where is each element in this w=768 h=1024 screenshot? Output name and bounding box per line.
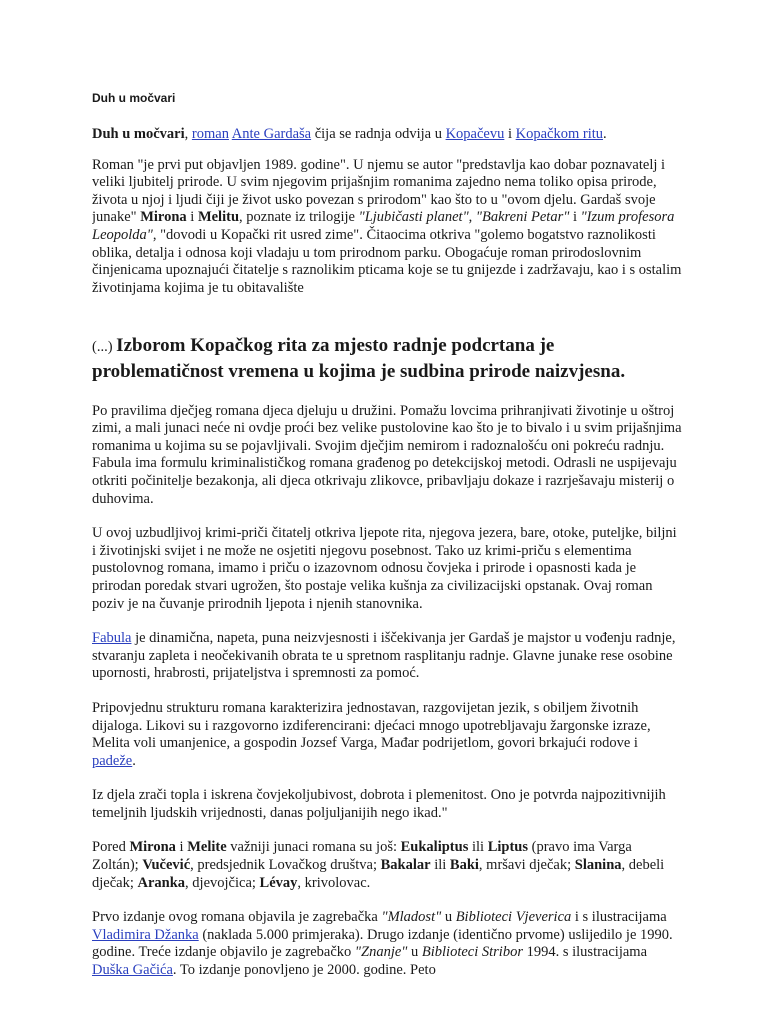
character-name: Aranka: [137, 874, 186, 891]
character-name: Vučević: [142, 857, 191, 874]
link-illustrator-gacic[interactable]: Duška Gačića: [92, 962, 173, 979]
link-padeze[interactable]: padeže: [92, 752, 133, 769]
character-name: Bakalar: [380, 857, 431, 874]
intro-paragraph: [92, 126, 682, 144]
text: u: [441, 909, 456, 926]
page-header-title: Duh u močvari: [92, 91, 176, 105]
text: i: [186, 209, 198, 226]
text: Pored: [92, 839, 130, 856]
text: u: [407, 944, 422, 961]
ellipsis-lead: (...): [92, 338, 117, 355]
series-name: Biblioteci Stribor: [421, 944, 523, 961]
character-name: Melite: [187, 839, 227, 856]
text: (pravo ima Varga Zoltán);: [92, 839, 632, 874]
text: i: [569, 209, 581, 226]
paragraph-plot: Po pravilima dječjeg romana djeca djeluju u družini. Pomažu lovcima prihranjivati životinje u oštroj zimi, a mali junaci neće ni ovdje proći bez velike pustolovine kao što je to bivalo i u svim prijašnjima romanima u kojima su se pojavljivali. Svojim dječjim nemirom i radoznalošću oni pokreću radnju. Fabula ima formulu kriminalističkog romana građenog po detekcijskoj metodi. Odrasli ne uspijevaju otkriti počinitelje bezakonja, ali djeca otkrivaju zlikovce, pribavljaju dokaze i razrješavaju misterij o duhovima.: [92, 402, 682, 507]
article-title: Duh u močvari: [92, 126, 185, 142]
character-name: Mirona: [140, 209, 187, 226]
text: (naklada 5.000 primjeraka). Drugo izdanje (identično prvome) uslijedilo je 1990. godine. Treće izdanje objavilo je zagrebačko: [92, 926, 673, 961]
paragraph-fabula: [92, 630, 682, 683]
paragraph-language: [92, 700, 682, 770]
link-roman[interactable]: roman: [191, 126, 229, 142]
character-name: Mirona: [129, 839, 176, 856]
text: .: [132, 752, 136, 769]
text: , poznate iz trilogije: [239, 209, 359, 226]
text: , predsjednik Lovačkog društva;: [190, 857, 381, 874]
book-title: "Ljubičasti planet": [358, 209, 469, 226]
text: i s ilustracijama: [571, 909, 667, 926]
character-name: Baki: [449, 857, 479, 874]
link-author[interactable]: Ante Gardaša: [231, 126, 312, 142]
series-name: Biblioteci Vjeverica: [455, 909, 572, 926]
publisher-name: "Mladost": [381, 909, 442, 926]
text: i: [504, 126, 516, 142]
summary-paragraph: [92, 157, 682, 333]
text: Roman "je prvi put objavljen 1989. godine". U njemu se autor "predstavlja kao dobar poznavatelj i veliki ljubitelj prirode. U svim njegovim prijašnjim romanima zajedno nema toliko opisa prirode, života u njoj i ljudi čiji je život usko povezan s prirodom" kao što to u "ovom djelu. Gardaš svoje junake": [92, 156, 666, 226]
paragraph-editions: [92, 909, 682, 979]
link-fabula[interactable]: Fabula: [92, 630, 132, 647]
highlight-paragraph: [92, 333, 682, 385]
text: , "dovodi u Kopački rit usred zime". Čitaocima otkriva "golemo bogatstvo raznolikosti oblika, detalja i odnosa koji vladaju u tom prirodnom parku. Obogaćuje roman prirodoslovnim činjenicama upoznajući čitatelje s raznolikim pticama koje se tu gnijezde i zadržavaju, kao i s ostalim životinjama kojima je tu obitavalište: [92, 226, 682, 296]
character-name: Melitu: [197, 209, 240, 226]
text: , debeli dječak;: [92, 857, 665, 891]
paragraph-values: Iz djela zrači topla i iskrena čovjekoljubivost, dobrota i plemenitost. Ono je potvrda najpozitivnijih temeljnih ljudskih vrijednosti, danas poljuljanijih nego ikad.": [92, 787, 666, 821]
text: Prvo izdanje ovog romana objavila je zagrebačka: [92, 909, 382, 926]
character-name: Eukaliptus: [400, 839, 469, 856]
text: ili: [430, 857, 450, 874]
paragraph-characters: [92, 839, 682, 892]
text: 1994. s ilustracijama: [522, 944, 648, 961]
text: , mršavi dječak;: [478, 857, 575, 874]
link-illustrator-dzanko[interactable]: Vladimira Džanka: [92, 926, 199, 943]
link-kopacevo[interactable]: Kopačevu: [445, 126, 505, 142]
book-title: "Izum profesora Leopolda": [92, 209, 675, 243]
text: ,: [184, 126, 192, 142]
highlight-text: Izborom Kopačkog rita za mjesto radnje podcrtana je problematičnost vremena u kojima je sudbina prirode naizvjesna.: [92, 334, 626, 382]
article-body: [92, 126, 682, 980]
text: , djevojčica;: [185, 874, 260, 891]
text: . To izdanje ponovljeno je 2000. godine. Peto: [172, 962, 436, 979]
character-name: Lévay: [259, 874, 298, 891]
text: Pripovjednu strukturu romana karakterizira jednostavan, razgovijetan jezik, s obiljem životnih dijaloga. Likovi su i razgovorno izdiferencirani: djećaci mnogo upotrebljavaju žargonske izraze, Melita voli umanjenice, a gospodin Jozsef Varga, Mađar podrijetlom, govori brkajući rodove i: [92, 699, 651, 752]
text: ,: [468, 209, 476, 226]
text: ili: [468, 839, 488, 856]
link-kopacki-rit[interactable]: Kopačkom ritu: [515, 126, 604, 142]
book-title: "Bakreni Petar": [475, 209, 570, 226]
publisher-name: "Znanje": [354, 944, 408, 961]
text: i: [175, 839, 188, 856]
character-name: Slanina: [574, 857, 622, 874]
paragraph-nature: U ovoj uzbudljivoj krimi-priči čitatelj otkriva ljepote rita, njegova jezera, bare, otoke, puteljke, biljni i životinjski svijet i ne može ne osjetiti njegovu posebnost. Tako uz krimi-priču s elementima pustolovnog romana, imamo i priču o izazovnom odnosu čovjeka i prirode i opasnosti kada je prirodan poredak stvari ugrožen, što postaje velika kušnja za civilizacijski opstanak. Ovaj roman poziv je na čuvanje prirodnih ljepota i njenih stanovnika.: [92, 525, 677, 612]
text: , krivolovac.: [297, 874, 371, 891]
text: čija se radnja odvija u: [311, 126, 446, 142]
character-name: Liptus: [487, 839, 528, 856]
text: je dinamična, napeta, puna neizvjesnosti i iščekivanja jer Gardaš je majstor u vođenju radnje, stvaranju zapleta i neočekivanih obrata te u spretnom rasplitanju radnje. Glavne junake rese osobine upornosti, hrabrosti, prijateljstva i spremnosti za pomoć.: [92, 630, 676, 682]
text: važniji junaci romana su još:: [226, 839, 401, 856]
text: .: [603, 126, 607, 142]
